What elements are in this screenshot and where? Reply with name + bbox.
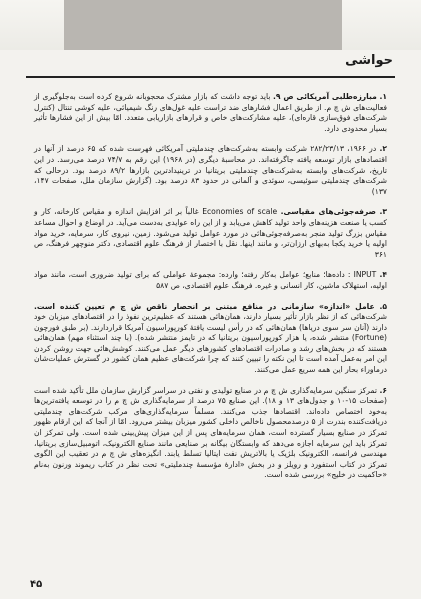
page-number: ۴۵ (30, 579, 43, 590)
header-gray-block (64, 0, 342, 50)
note-text: باید توجه داشت که بازار مشترک محجوبانه شروع کرده است به‌جلوگیری از فعالیت‌های ش چ م. از طریق اعمال فشارهای ضد تراست علیه غول‌های رنگ شیمیائی، علیه کوشی تنتال (کنترل شرکت‌های فوق‌سازی قاره‌ای)، علیه مشارکت‌های خاص و قرارهای بازاریابی متعدد. امّا بیش از این فشارها تأثیر بسیار محدودی دارد. (34, 92, 387, 133)
page-title: حواشی (345, 53, 393, 68)
note-number: ۲. (379, 144, 387, 154)
page-header (26, 50, 395, 76)
note-number: ۳. (379, 207, 387, 217)
note-4 (34, 270, 387, 291)
header-rule (26, 76, 395, 78)
note-text: شرکت‌هائی که از نظر بازار تأثیر بسیار دارند، همان‌هائی هستند که عظیم‌ترین نفوذ را در اقتصادهای میزبان خود دارند (آنان سر سوی دریاها) همان‌هائی که در رأس لیست یافتهٔ کورپوراسیون آمریکا قراردارند. (بر طبق فورچون (Fortune) منتشر شده، یا هزار کورپوراسیون بریتانیا که در تایمز منتشر شده). (با چند استثناء مهم) همان‌هائی هستند که در بخش‌های رشد و صادرات اقتصادهای کشورهای دیگر عمل می‌کنند. کوشش‌هائی جهت روشن کردن این امر به‌عمل آمده است تا این نکته را تبیین کنند که چرا شرکت‌های عظیم همان کشور در گسترش عملیات‌شان درماوراء بحار این همه سریع عمل می‌کنند. (34, 312, 387, 375)
note-number: ۶. (379, 385, 388, 395)
note-number: ۵. (379, 301, 387, 311)
note-text: : داده‌ها؛ منابع؛ عوامل به‌کار رفته؛ وارده: مجموعهٔ عواملی که برای تولید ضروری است، مانند مواد اولیه، استهلاک ماشین، کار انسانی و غیره. فرهنگ علوم اقتصادی، ص ۵۸۷ (34, 270, 387, 290)
note-number: ۱. (379, 92, 387, 101)
note-2 (34, 144, 387, 197)
notes-list (34, 92, 387, 491)
note-text: در ۱۹۶۶، ۲۸۲/۲۳/۱۳ شرکت وابسته به‌شرکت‌های چندملیتی آمریکائی فهرست شده که ۶۵ درصد از آنها در اقتصادهای بازار توسعه یافته جاگرفته‌اند. در محاسبهٔ دیگری (در ۱۹۶۸) این رقم به ۷۴/۷ درصد می‌رسد. در این تاریخ، شرکت‌های وابسته به‌شرکت‌های چندملیتی بریتانیا در ترینیداد‌ترین بازارها ۸۹/۲ درصد بود. درحالی که شرکت‌های چندملیتی سوئیسی، سوئدی و آلمانی در حدود ۸۳ درصد بود. (گزارش سازمان ملل، صفحات ۱۴۷، ۱۳۷) (34, 144, 387, 196)
note-number: ۴. (379, 270, 387, 280)
note-1 (34, 92, 387, 134)
note-title: عامل «اندازه» سازمانی در منافع مبتنی بر انحصار ناقص ش چ م تعیین کننده است. (34, 301, 375, 311)
note-latin-term: INPUT (353, 270, 377, 280)
note-text: غالباً بر اثر افزایش اندازه و مقیاس کارخانه، کار و کسب یا صنعت هزینه‌های واحد تولید کاهش می‌یابد و از این راه عوایدی به‌دست می‌آید. در اوضاع و احوال مساعد مقیاس بزرگ تولید منجر به‌صرفه‌جوئی‌هائی در مورد عوامل تولید می‌شود. زمین، نیروی کار، سرمایه، خرید مواد اولیه یا خرید یکجا به‌بهای ارزان‌تر، و مانند اینها. نقل با اختصار از فرهنگ علوم اقتصادی، دکتر منوچهر فرهنگ، ص ۳۶۱ (34, 207, 387, 259)
note-title: مبارزه‌طلبی آمریکائی ص ۹. (272, 92, 377, 101)
note-latin-term: Economies of scale (202, 207, 278, 217)
note-3 (34, 207, 387, 260)
note-6 (34, 386, 387, 481)
note-5 (34, 302, 387, 376)
note-text: تمرکز سنگین سرمایه‌گذاری ش چ م در صنایع تولیدی و نفتی در سراسر گزارش سازمان ملل تأکید شده است (صفحات ۱۵-۱۰ و جدول‌های ۱۳ و ۱۸). این صنایع ۷۵ درصد از سرمایه‌گذاری ش چ م را در توسعه یافته‌ترین‌ها به‌خود اختصاص داده‌اند. اقتصادها جذب می‌کنند. مسلماً سرمایه‌گذاری‌های مرکب شرکت‌های چندملیتی دریافت‌کننده بندرت از ۵ درصدمحصول ناخالص داخلی کشور میزبان بیشتر می‌رود. امّا از آنجا که این ارقام ظهور تمرکز در صنایع بسیار گسترده است، همان سرمایه‌های پس از این میزان پیش‌بینی شده است. ولی تمرکز ان تمرکز باید این سرمایه اجازه می‌دهد که وابستگان بیگانه بر صنایعی مانند صنایع الکترونیک، اتومبیل‌سازی بریتانیا، مهندسی فرانسه، الکترونیک بلژیک یا بالاتریش نفت ایتالیا تسلط یابند. انگیزه‌های ش چ م در تعقیب این الگوی تمرکز در کتاب استفورد و رویلز و در بخش «ادارهٔ مؤسسهٔ چندملیتی» تحت نظر در کتاب ریموند ورنون به‌نام «حاکمیت در خلیج» بررسی شده است. (34, 385, 387, 480)
note-title: صرفه‌جوئی‌های مقیاسی. (280, 207, 376, 217)
